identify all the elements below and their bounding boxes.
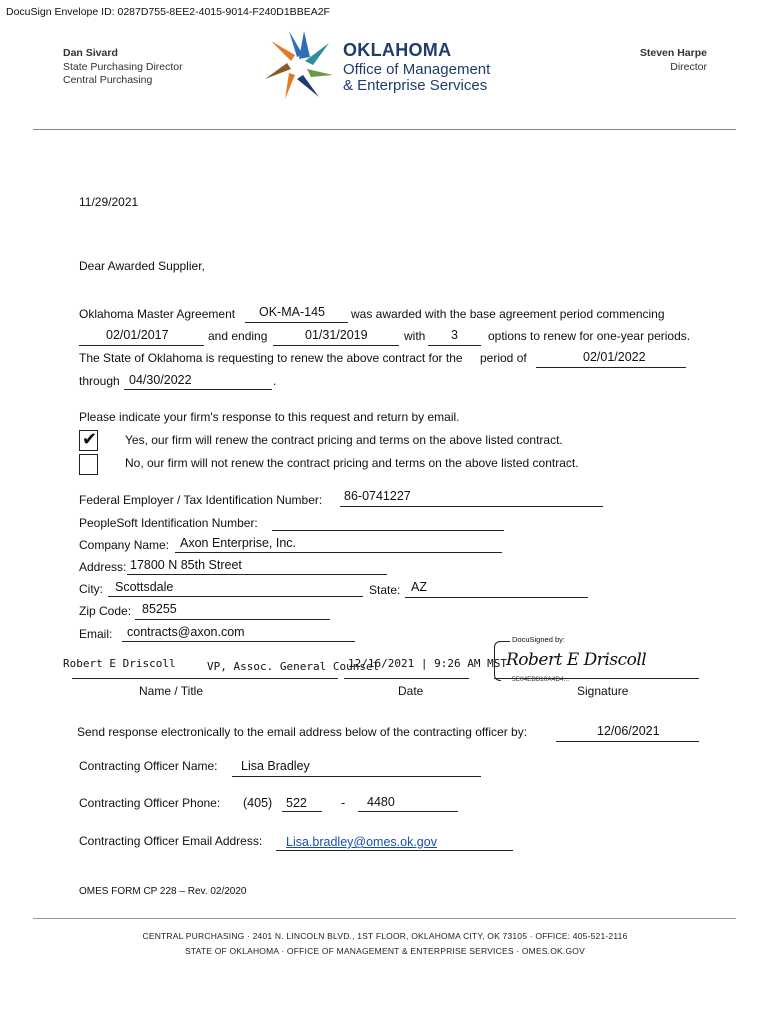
salutation: Dear Awarded Supplier,	[79, 259, 205, 273]
city-field[interactable]: Scottsdale	[115, 580, 174, 594]
start-date: 02/01/2017	[106, 328, 169, 342]
address-line	[127, 574, 387, 575]
end-date: 01/31/2019	[305, 328, 368, 342]
officer-phone-line: 4480	[367, 795, 395, 809]
renew-yes-label: Yes, our firm will renew the contract pricing and terms on the above listed contract.	[125, 433, 563, 447]
email-field[interactable]: contracts@axon.com	[127, 625, 245, 639]
email-label: Email:	[79, 627, 113, 641]
fein-line	[340, 506, 603, 507]
officer-phone-label: Contracting Officer Phone:	[79, 796, 221, 810]
company-label: Company Name:	[79, 538, 170, 552]
p1-text-c: and ending	[208, 329, 268, 343]
header-divider	[33, 129, 736, 130]
email-line	[122, 641, 355, 642]
check-mark-icon: ✔	[82, 429, 98, 450]
options-line	[428, 345, 481, 346]
address-label: Address:	[79, 560, 127, 574]
footer-address: CENTRAL PURCHASING · 2401 N. LINCOLN BLVD., 1ST FLOOR, OKLAHOMA CITY, OK 73105 · OFFICE: 405-521-2116	[142, 931, 628, 941]
docusign-signature-box[interactable]	[494, 635, 647, 683]
renewal-end-line	[124, 389, 272, 390]
omes-director-title: Director	[670, 61, 707, 73]
footer-divider	[33, 918, 736, 919]
phone-prefix-line	[282, 811, 322, 812]
officer-name-line	[232, 776, 481, 777]
peoplesoft-line	[272, 530, 504, 531]
signer-title: VP, Assoc. General Counsel	[207, 660, 380, 673]
p2-period: .	[273, 374, 277, 388]
fein-field[interactable]: 86-0741227	[344, 489, 411, 503]
date-line	[344, 678, 469, 679]
date-caption: Date	[398, 684, 424, 698]
org-name: OKLAHOMA	[343, 40, 452, 60]
fein-label: Federal Employer / Tax Identification Number:	[79, 493, 323, 507]
city-label: City:	[79, 582, 103, 596]
footer-agency: STATE OF OKLAHOMA · OFFICE OF MANAGEMENT & ENTERPRISE SERVICES · OMES.OK.GOV	[185, 946, 585, 956]
letter-date: 11/29/2021	[79, 195, 139, 209]
signed-date: 12/16/2021 | 9:26 AM MST	[348, 657, 507, 670]
director-name: Dan Sivard	[63, 47, 118, 59]
officer-phone-area: (405)	[243, 796, 273, 810]
state-label: State:	[369, 583, 401, 597]
handwritten-signature: Robert E Driscoll	[506, 650, 647, 670]
p1-text-b: was awarded with the base agreement period commencing	[351, 307, 665, 321]
officer-email-line	[276, 850, 513, 851]
renewal-start-date: 02/01/2022	[583, 350, 646, 364]
company-line	[175, 552, 502, 553]
peoplesoft-label: PeopleSoft Identification Number:	[79, 516, 258, 530]
renew-no-checkbox[interactable]	[79, 454, 98, 475]
director-title: State Purchasing Director	[63, 61, 183, 73]
address-field[interactable]: 17800 N 85th Street	[130, 558, 242, 572]
renewal-start-line	[536, 367, 686, 368]
start-date-line	[79, 345, 204, 346]
org-subtitle-1: Office of Management	[343, 61, 491, 78]
deadline-date: 12/06/2021	[597, 724, 660, 738]
p2-text-a: The State of Oklahoma is requesting to renew the above contract for the	[79, 351, 463, 365]
agreement-number-line	[245, 322, 348, 323]
agreement-number: OK-MA-145	[259, 305, 325, 319]
docusigned-by-label: DocuSigned by:	[512, 635, 565, 644]
officer-name-label: Contracting Officer Name:	[79, 759, 218, 773]
end-date-line	[273, 345, 399, 346]
org-subtitle-2: & Enterprise Services	[343, 77, 488, 94]
renewal-end-date: 04/30/2022	[129, 373, 192, 387]
name-title-line	[72, 678, 338, 679]
zip-field[interactable]: 85255	[142, 602, 177, 616]
p2-text-c: through	[79, 374, 120, 388]
envelope-id: DocuSign Envelope ID: 0287D755-8EE2-4015-9014-F240D1BBEA2F	[6, 6, 330, 18]
zip-label: Zip Code:	[79, 604, 132, 618]
omes-star-logo	[261, 28, 337, 102]
signature-caption: Signature	[577, 684, 629, 698]
state-field[interactable]: AZ	[411, 580, 427, 594]
form-number: OMES FORM CP 228 – Rev. 02/2020	[79, 886, 247, 897]
officer-name: Lisa Bradley	[241, 759, 310, 773]
signer-name: Robert E Driscoll	[63, 657, 176, 670]
renewal-options-count: 3	[451, 328, 458, 342]
p2-text-b: period of	[480, 351, 527, 365]
p1-text-a: Oklahoma Master Agreement	[79, 307, 236, 321]
p1-text-d: with	[404, 329, 426, 343]
officer-email-link[interactable]: Lisa.bradley@omes.ok.gov	[286, 835, 437, 849]
officer-phone-prefix: 522	[286, 796, 307, 810]
deadline-line	[556, 741, 699, 742]
renew-no-label: No, our firm will not renew the contract pricing and terms on the above listed contract.	[125, 456, 579, 470]
omes-director-name: Steven Harpe	[639, 47, 707, 59]
officer-email-label: Contracting Officer Email Address:	[79, 834, 263, 848]
deadline-text: Send response electronically to the email address below of the contracting officer by:	[77, 725, 528, 739]
city-line	[108, 596, 363, 597]
response-instruction: Please indicate your firm's response to this request and return by email.	[79, 410, 460, 424]
docusign-top-rule	[500, 641, 510, 642]
state-line	[405, 597, 588, 598]
renew-yes-checkbox[interactable]	[79, 430, 98, 451]
officer-phone-dash: -	[341, 796, 346, 810]
zip-line	[135, 619, 330, 620]
director-dept: Central Purchasing	[63, 74, 153, 86]
signature-id: 5E04EBB10A4D4...	[512, 676, 570, 683]
company-field[interactable]: Axon Enterprise, Inc.	[180, 536, 297, 550]
p1-text-e: options to renew for one-year periods.	[488, 329, 691, 343]
phone-line-rule	[358, 811, 458, 812]
name-title-caption: Name / Title	[139, 684, 204, 698]
